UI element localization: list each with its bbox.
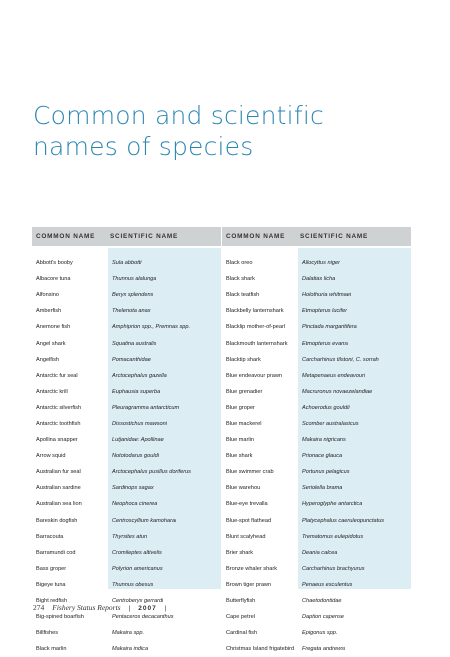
table-row — [32, 625, 221, 641]
report-year: 2007 — [138, 605, 157, 612]
table-row — [222, 432, 411, 448]
scientific-name-cell: Nototodarus gouldi — [112, 453, 159, 460]
species-column-right — [222, 227, 411, 653]
table-row — [222, 529, 411, 545]
table-row — [32, 496, 221, 512]
common-name-cell: Blunt scalyhead — [226, 533, 266, 540]
scientific-name-cell: Trematomus eulepidotus — [302, 533, 364, 540]
common-name-cell: Australian sardine — [36, 485, 81, 492]
table-row — [222, 593, 411, 609]
common-name-cell: Alfonsino — [36, 292, 60, 299]
scientific-name-cell: Metapenaeus endeavouri — [302, 372, 366, 379]
scientific-name-cell: Makaira indica — [112, 646, 149, 653]
table-row — [32, 513, 221, 529]
scientific-name-cell: Fregata andrewsi — [302, 646, 346, 653]
table-row — [222, 577, 411, 593]
scientific-name-cell: Chaetodontidae — [302, 598, 342, 605]
scientific-name-cell: Centroberyx gerrardi — [112, 598, 164, 605]
table-row — [32, 271, 221, 287]
table-row — [32, 416, 221, 432]
scientific-name-cell: Sardinops sagax — [112, 485, 154, 492]
common-name-cell: Blacklip mother-of-pearl — [226, 324, 286, 331]
table-row — [222, 352, 411, 368]
rows-right — [222, 255, 411, 657]
table-header-left — [32, 227, 221, 246]
common-name-cell: Bareskin dogfish — [36, 517, 78, 524]
common-name-cell: Australian sea lion — [36, 501, 82, 508]
table-row — [32, 464, 221, 480]
common-name-cell: Australian fur seal — [36, 469, 81, 476]
table-row — [32, 335, 221, 351]
table-row — [32, 529, 221, 545]
scientific-name-cell: Carcharhinus brachyurus — [302, 565, 365, 572]
table-row — [222, 496, 411, 512]
common-name-cell: Bight redfish — [36, 598, 68, 605]
scientific-name-cell: Allocyttus niger — [302, 260, 340, 267]
table-row — [32, 368, 221, 384]
table-row — [222, 287, 411, 303]
table-row — [222, 416, 411, 432]
scientific-name-header: SCIENTIFIC NAME — [110, 233, 179, 240]
scientific-name-cell: Amphiprion spp., Premnas spp. — [112, 324, 191, 331]
scientific-name-cell: Thunnus obesus — [112, 581, 154, 588]
common-name-cell: Bass groper — [36, 565, 67, 572]
table-row — [222, 319, 411, 335]
scientific-name-cell: Dissostichus mawsoni — [112, 420, 168, 427]
common-name-cell: Blue warehou — [226, 485, 261, 492]
scientific-name-cell: Thyrsites atun — [112, 533, 148, 540]
table-row — [32, 303, 221, 319]
common-name-cell: Blue grenadier — [226, 388, 263, 395]
scientific-name-cell: Makaira spp. — [112, 630, 145, 637]
table-row — [32, 577, 221, 593]
scientific-name-cell: Achoerodus gouldii — [302, 404, 350, 411]
scientific-name-cell: Makaira nigricans — [302, 437, 346, 444]
table-row — [32, 255, 221, 271]
scientific-name-cell: Beryx splendens — [112, 292, 154, 299]
table-row — [222, 384, 411, 400]
table-row — [222, 545, 411, 561]
common-name-cell: Bronze whaler shark — [226, 565, 277, 572]
table-row — [222, 513, 411, 529]
common-name-cell: Antarctic fur seal — [36, 372, 78, 379]
table-row — [222, 480, 411, 496]
table-row — [222, 271, 411, 287]
common-name-header: COMMON NAME — [36, 233, 96, 240]
table-row — [222, 400, 411, 416]
table-row — [32, 561, 221, 577]
scientific-name-cell: Daption capense — [302, 614, 344, 621]
scientific-name-cell: Neophoca cinerea — [112, 501, 158, 508]
rows-left — [32, 255, 221, 657]
common-name-cell: Black oreo — [226, 260, 253, 267]
scientific-name-cell: Lutjanidae: Apollinae — [112, 437, 164, 444]
common-name-cell: Blue mackerel — [226, 420, 262, 427]
table-row — [222, 561, 411, 577]
report-title: Fishery Status Reports — [52, 603, 121, 612]
common-name-cell: Arrow squid — [36, 453, 66, 460]
scientific-name-cell: Pinctada margaritifera — [302, 324, 357, 331]
scientific-name-cell: Macruronus novaezelandiae — [302, 388, 373, 395]
common-name-cell: Amberfish — [36, 308, 62, 315]
common-name-cell: Billfishes — [36, 630, 59, 637]
scientific-name-cell: Platycephalus caeruleopunctatus — [302, 517, 385, 524]
scientific-name-cell: Pentaceros decacanthus — [112, 614, 174, 621]
common-name-cell: Blue shark — [226, 453, 253, 460]
page-title — [33, 100, 413, 162]
scientific-name-cell: Pleuragramma antarcticum — [112, 404, 180, 411]
scientific-name-cell: Thunnus alalunga — [112, 276, 157, 283]
table-row — [222, 368, 411, 384]
common-name-cell: Barramundi cod — [36, 549, 76, 556]
scientific-name-cell: Sula abbotti — [112, 260, 142, 267]
scientific-name-cell: Penaeus esculentus — [302, 581, 353, 588]
common-name-cell: Black shark — [226, 276, 255, 283]
title-line-1: Common and scientific — [33, 101, 324, 130]
scientific-name-cell: Etmopterus lucifer — [302, 308, 348, 315]
common-name-cell: Abbott's booby — [36, 260, 73, 267]
common-name-cell: Cape petrel — [226, 614, 255, 621]
scientific-name-cell: Arctocephalus gazella — [112, 372, 167, 379]
table-row — [32, 352, 221, 368]
common-name-cell: Cardinal fish — [226, 630, 258, 637]
table-row — [222, 464, 411, 480]
scientific-name-cell: Squatina australis — [112, 340, 157, 347]
scientific-name-cell: Portunus pelagicus — [302, 469, 350, 476]
table-row — [32, 641, 221, 657]
common-name-header: COMMON NAME — [226, 233, 286, 240]
scientific-name-cell: Arctocephalus pusillus doriferus — [112, 469, 191, 476]
common-name-cell: Bigeye tuna — [36, 581, 66, 588]
common-name-cell: Blackbelly lanternshark — [226, 308, 284, 315]
common-name-cell: Albacore tuna — [36, 276, 71, 283]
scientific-name-cell: Holothuria whitmaei — [302, 292, 352, 299]
common-name-cell: Black teatfish — [226, 292, 260, 299]
footer-separator: | — [164, 605, 167, 612]
scientific-name-cell: Deania calcea — [302, 549, 338, 556]
table-row — [222, 609, 411, 625]
common-name-cell: Blue-spot flathead — [226, 517, 272, 524]
common-name-cell: Angel shark — [36, 340, 66, 347]
table-row — [32, 448, 221, 464]
common-name-cell: Christmas Island frigatebird — [226, 646, 295, 653]
table-row — [222, 448, 411, 464]
table-row — [32, 319, 221, 335]
common-name-cell: Blue marlin — [226, 437, 254, 444]
common-name-cell: Blacktip shark — [226, 356, 261, 363]
scientific-name-cell: Epigonus spp. — [302, 630, 338, 637]
scientific-name-cell: Polyrion americanus — [112, 565, 163, 572]
scientific-name-cell: Etmopterus evansi — [302, 340, 349, 347]
common-name-cell: Blue endeavour prawn — [226, 372, 282, 379]
scientific-name-cell: Centroscyllium kamoharai — [112, 517, 177, 524]
scientific-name-cell: Euphausia superba — [112, 388, 161, 395]
table-row — [32, 432, 221, 448]
table-row — [32, 400, 221, 416]
table-row — [222, 335, 411, 351]
common-name-cell: Anemone fish — [36, 324, 71, 331]
table-row — [32, 545, 221, 561]
common-name-cell: Angelfish — [36, 356, 60, 363]
table-header-right — [222, 227, 411, 246]
table-row — [222, 255, 411, 271]
common-name-cell: Brown tiger prawn — [226, 581, 272, 588]
page-footer — [33, 603, 166, 612]
table-row — [32, 480, 221, 496]
title-line-2: names of species — [33, 132, 254, 161]
scientific-name-cell: Hyperoglyphe antarctica — [302, 501, 363, 508]
table-row — [222, 303, 411, 319]
common-name-cell: Blackmouth lanternshark — [226, 340, 288, 347]
common-name-cell: Black marlin — [36, 646, 67, 653]
scientific-name-cell: Scomber australasicus — [302, 420, 359, 427]
footer-separator: | — [128, 605, 131, 612]
table-row — [32, 287, 221, 303]
scientific-name-cell: Prionace glauca — [302, 453, 343, 460]
table-row — [222, 625, 411, 641]
scientific-name-cell: Seriolella brama — [302, 485, 343, 492]
page-number: 274 — [33, 603, 45, 612]
common-name-cell: Barracouta — [36, 533, 64, 540]
common-name-cell: Blue groper — [226, 404, 255, 411]
scientific-name-cell: Thelenota anax — [112, 308, 151, 315]
table-row — [32, 384, 221, 400]
scientific-name-cell: Pomacanthidae — [112, 356, 151, 363]
table-row — [222, 641, 411, 657]
scientific-name-header: SCIENTIFIC NAME — [300, 233, 369, 240]
common-name-cell: Blue swimmer crab — [226, 469, 274, 476]
common-name-cell: Blue-eye trevalla — [226, 501, 268, 508]
table-body-right — [222, 248, 411, 653]
common-name-cell: Apollina snapper — [36, 437, 78, 444]
common-name-cell: Antarctic toothfish — [36, 420, 81, 427]
common-name-cell: Antarctic silverfish — [36, 404, 82, 411]
scientific-name-cell: Dalatias licha — [302, 276, 336, 283]
common-name-cell: Big-spined boarfish — [36, 614, 84, 621]
common-name-cell: Antarctic krill — [36, 388, 68, 395]
scientific-name-cell: Carcharhinus tilstoni, C. sorrah — [302, 356, 379, 363]
common-name-cell: Butterflyfish — [226, 598, 256, 605]
scientific-name-cell: Cromileptes altivelis — [112, 549, 162, 556]
common-name-cell: Brier shark — [226, 549, 254, 556]
